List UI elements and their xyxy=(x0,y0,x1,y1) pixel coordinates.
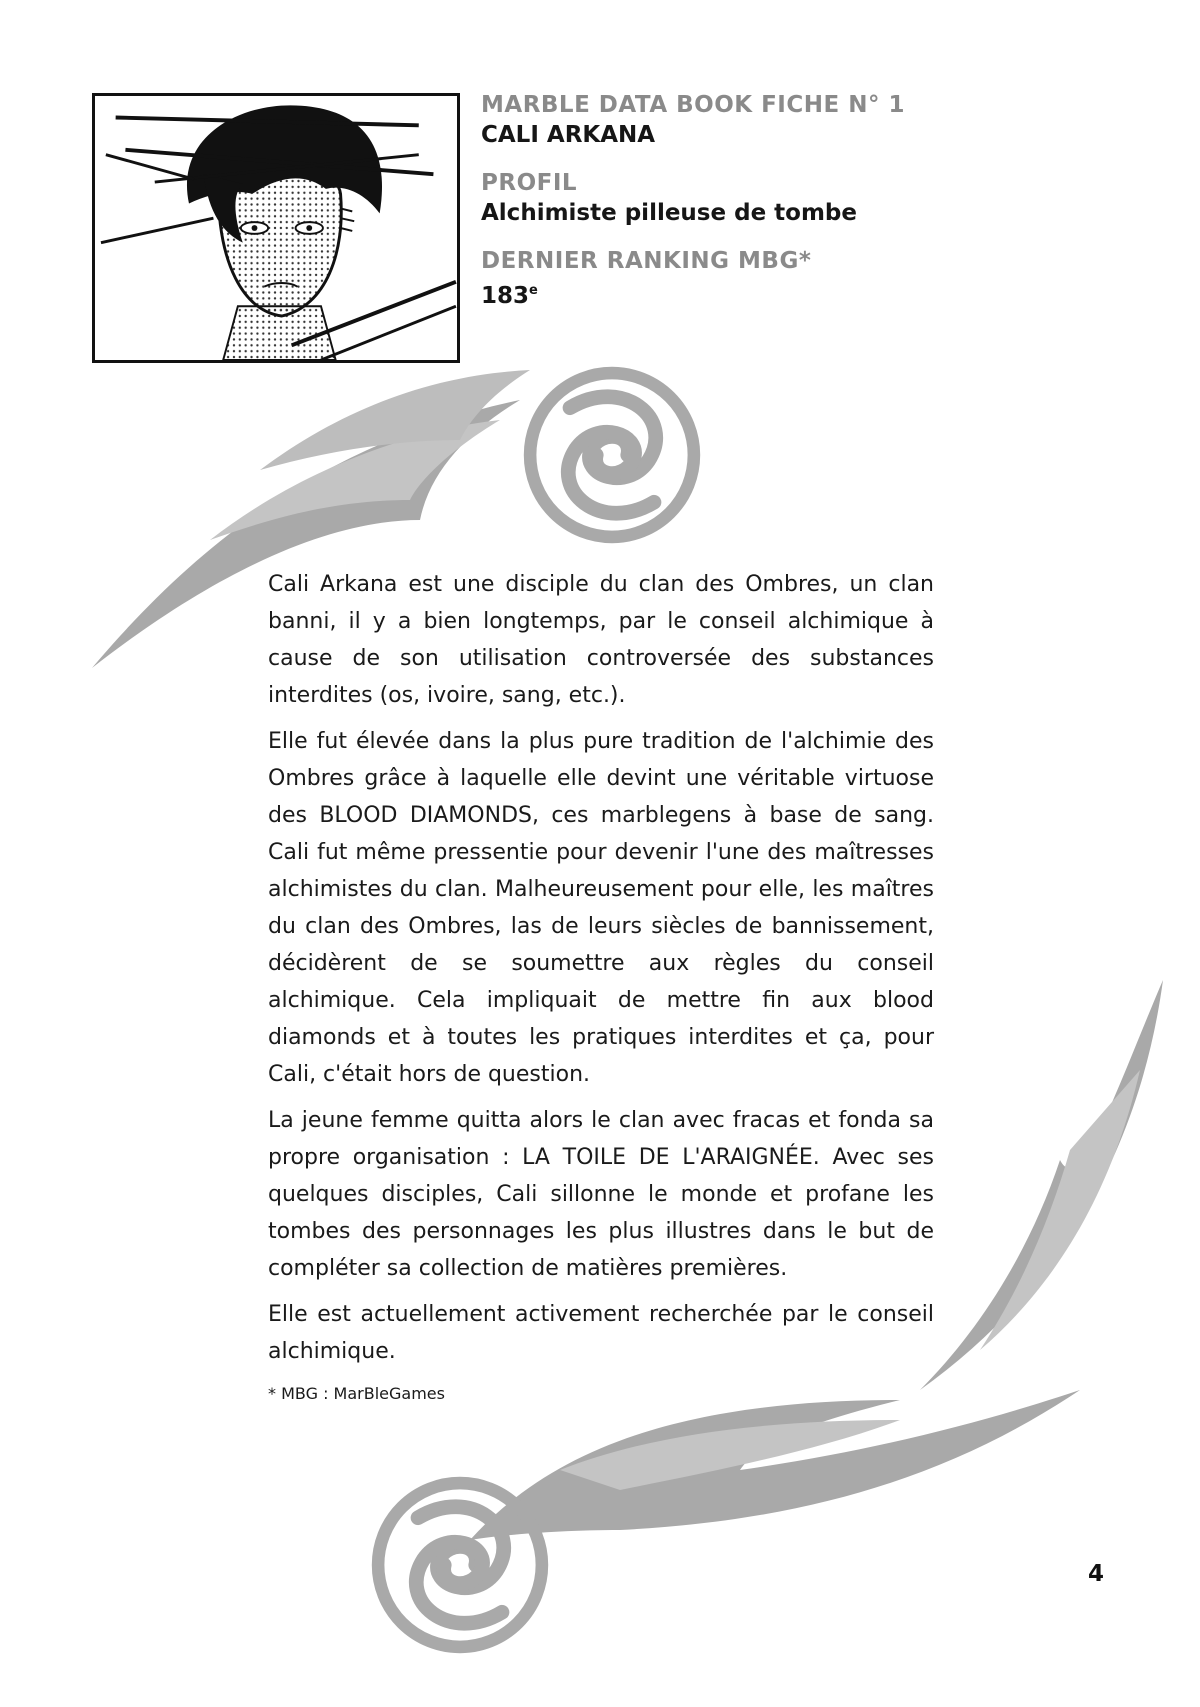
profile-value: Alchimiste pilleuse de tombe xyxy=(481,200,857,226)
footnote: * MBG : MarBleGames xyxy=(268,1384,445,1403)
ranking-label: DERNIER RANKING MBG* xyxy=(481,248,812,274)
paragraph: Cali Arkana est une disciple du clan des Ombres, un clan banni, il y a bien longtemps, par le conseil alchimique à cause de son utilisation controversée des substances interdites (os, ivoire, sang, etc.). xyxy=(268,572,934,708)
right-tail-swirl-icon xyxy=(920,980,1163,1390)
body-text xyxy=(268,566,934,1379)
character-portrait xyxy=(92,93,460,363)
ranking-number: 183 xyxy=(481,283,530,309)
character-name: CALI ARKANA xyxy=(481,122,656,148)
ranking-value xyxy=(481,276,941,311)
data-sheet xyxy=(481,90,941,329)
profile-label: PROFIL xyxy=(481,170,578,196)
portrait-illustration xyxy=(95,96,457,360)
paragraph: Elle est actuellement activement recherchée par le conseil alchimique. xyxy=(268,1302,934,1364)
lower-swirl-icon xyxy=(378,1390,1080,1647)
sheet-header-label: MARBLE DATA BOOK FICHE N° 1 xyxy=(481,92,905,118)
ranking-suffix: e xyxy=(529,283,538,298)
page-number: 4 xyxy=(1088,1561,1105,1587)
paragraph: Elle fut élevée dans la plus pure tradition de l'alchimie des Ombres grâce à laquelle elle devint une véritable virtuose des BLOOD DIAMONDS, ces marblegens à base de sang. Cali fut même pressentie pour devenir l'une des maîtresses alchimistes du clan. Malheureusement pour elle, les maîtres du clan des Ombres, las de leurs siècles de bannissement, décidèrent de se soumettre aux règles du conseil alchimique. Cela impliquait de mettre fin aux blood diamonds et à toutes les pratiques interdites et ça, pour Cali, c'était hors de question. xyxy=(268,729,934,1087)
paragraph: La jeune femme quitta alors le clan avec fracas et fonda sa propre organisation : LA TOILE DE L'ARAIGNÉE. Avec ses quelques disciples, Cali sillonne le monde et profane les tombes des personnages les plus illustres dans le but de compléter sa collection de matières premières. xyxy=(268,1108,934,1281)
